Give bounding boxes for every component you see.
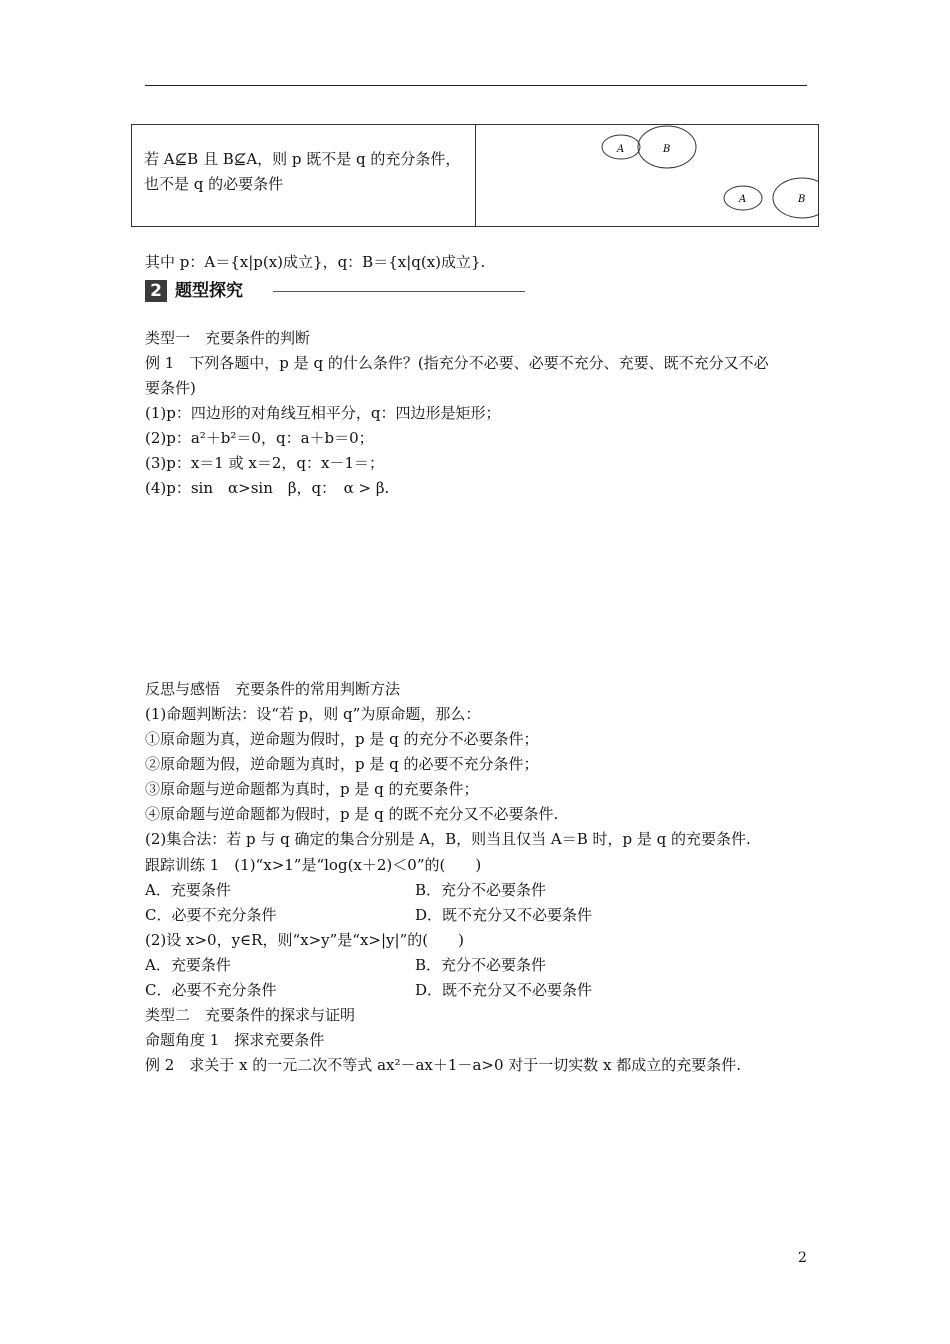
track1-q1-option-d: D．既不充分又不必要条件 xyxy=(415,906,593,924)
track1-q2-option-a: A．充要条件 xyxy=(145,956,231,974)
type2-heading: 类型二 充要条件的探求与证明 xyxy=(145,1006,356,1024)
angle1-heading: 命题角度 1 探求充要条件 xyxy=(145,1031,325,1049)
reflection-case1: ①原命题为真，逆命题为假时，p 是 q 的充分不必要条件； xyxy=(145,730,539,748)
track1-q2-option-d: D．既不充分又不必要条件 xyxy=(415,981,593,999)
track1-q1: 跟踪训练 1 (1)“x>1”是“log(x＋2)＜0”的( ) xyxy=(145,856,482,874)
set-definition: 其中 p：A＝{x|p(x)成立}，q：B＝{x|q(x)成立}. xyxy=(145,253,486,271)
type1-heading: 类型一 充要条件的判断 xyxy=(145,329,311,347)
section-number: 2 xyxy=(145,280,167,302)
track1-q2-option-c: C．必要不充分条件 xyxy=(145,981,277,999)
venn-set-b-disjoint xyxy=(773,178,819,218)
page-number: 2 xyxy=(798,1250,807,1266)
track1-q2-option-b: B．充分不必要条件 xyxy=(415,956,547,974)
track1-q1-option-b: B．充分不必要条件 xyxy=(415,881,547,899)
example1-item4: (4)p：sin α>sin β，q： α > β. xyxy=(145,479,390,497)
reflection-case4: ④原命题与逆命题都为假时，p 是 q 的既不充分又不必要条件. xyxy=(145,805,559,823)
reflection-case2: ②原命题为假，逆命题为真时，p 是 q 的必要不充分条件； xyxy=(145,755,539,773)
table-cell-text: 若 A⊈B 且 B⊈A，则 p 既不是 q 的充分条件，也不是 q 的必要条件 xyxy=(144,150,461,193)
condition-table xyxy=(131,124,819,227)
example1-line1: 例 1 下列各题中，p 是 q 的什么条件？(指充分不必要、必要不充分、充要、既不充分又不必 xyxy=(145,354,769,372)
reflection-heading: 反思与感悟 充要条件的常用判断方法 xyxy=(145,680,401,698)
example1-line2: 要条件) xyxy=(145,379,196,397)
reflection-method2: (2)集合法：若 p 与 q 确定的集合分别是 A，B，则当且仅当 A＝B 时，p 是 q 的充要条件. xyxy=(145,830,751,848)
venn-label-a-bottom: A xyxy=(739,194,747,205)
header-rule xyxy=(145,85,807,86)
section-rule xyxy=(273,291,525,292)
section-title: 题型探究 xyxy=(175,281,243,301)
track1-q1-option-a: A．充要条件 xyxy=(145,881,231,899)
venn-label-b-top: B xyxy=(663,144,671,155)
venn-gap xyxy=(591,125,706,126)
venn-label-b-bottom: B xyxy=(798,194,806,205)
example1-item2: (2)p：a²＋b²＝0，q：a＋b＝0； xyxy=(145,429,374,447)
example2: 例 2 求关于 x 的一元二次不等式 ax²－ax＋1－a>0 对于一切实数 x 都成立的充要条件. xyxy=(145,1056,742,1074)
venn-label-a-top: A xyxy=(617,144,625,155)
venn-diagram xyxy=(476,125,819,228)
track1-q1-option-c: C．必要不充分条件 xyxy=(145,906,277,924)
example1-item1: (1)p：四边形的对角线互相平分，q：四边形是矩形； xyxy=(145,404,501,422)
reflection-case3: ③原命题与逆命题都为真时，p 是 q 的充要条件； xyxy=(145,780,479,798)
reflection-method1: (1)命题判断法：设“若 p，则 q”为原命题，那么： xyxy=(145,705,481,723)
example1-item3: (3)p：x＝1 或 x＝2，q：x－1＝； xyxy=(145,454,384,472)
track1-q2: (2)设 x>0，y∈R，则“x>y”是“x>|y|”的( ) xyxy=(145,931,464,949)
section-header xyxy=(145,280,525,302)
